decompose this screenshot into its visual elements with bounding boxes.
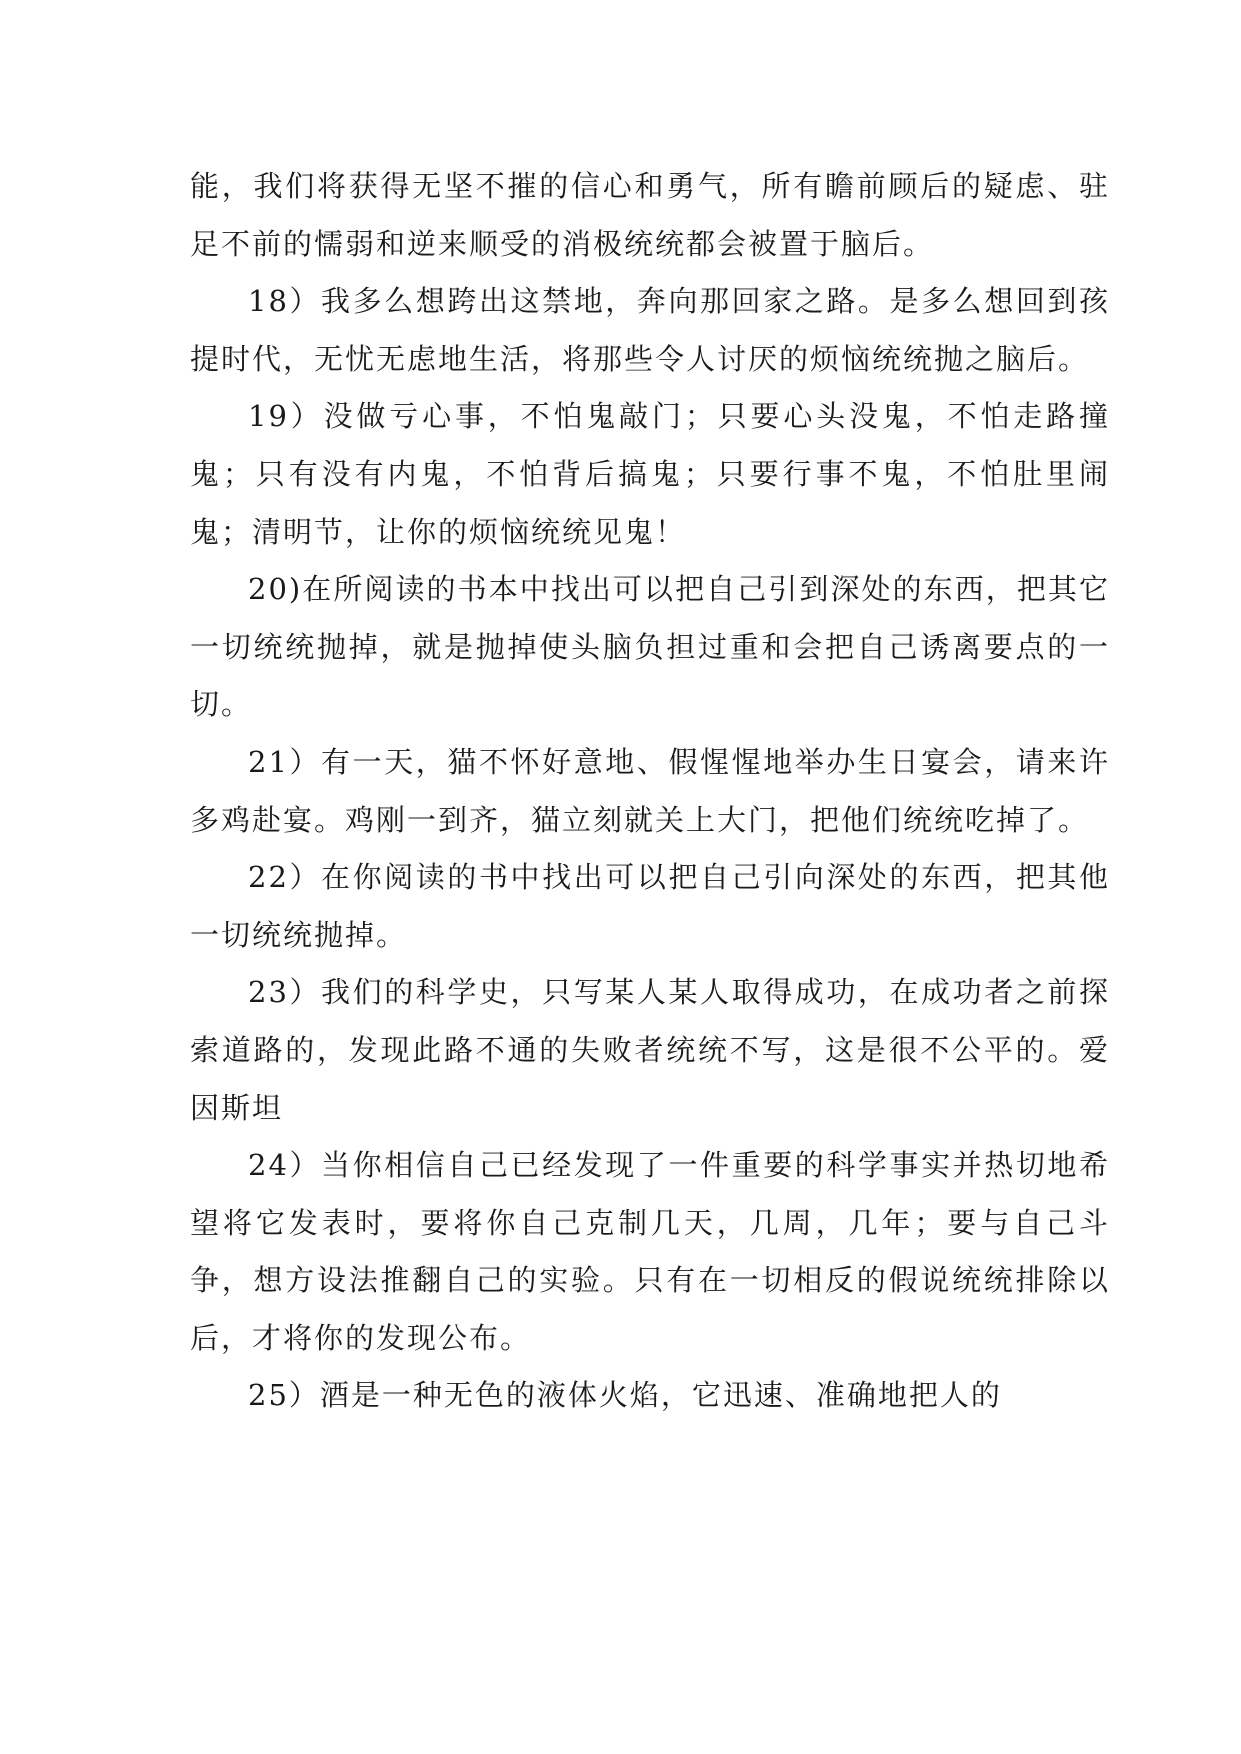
paragraph-21: 21）有一天，猫不怀好意地、假惺惺地举办生日宴会，请来许多鸡赴宴。鸡刚一到齐，猫立刻就关上大门，把他们统统吃掉了。 xyxy=(190,744,1110,837)
paragraph-18: 18）我多么想跨出这禁地，奔向那回家之路。是多么想回到孩提时代，无忧无虑地生活，将那些令人讨厌的烦恼统统抛之脑后。 xyxy=(190,284,1110,376)
paragraph-24: 24）当你相信自己已经发现了一件重要的科学事实并热切地希望将它发表时，要将你自己克制几天，几周，几年；要与自己斗争，想方设法推翻自己的实验。只有在一切相反的假说统统排除以后，才将你的发现公布。 xyxy=(190,1148,1110,1355)
paragraph-19: 19）没做亏心事，不怕鬼敲门；只要心头没鬼，不怕走路撞鬼；只有没有内鬼，不怕背后搞鬼；只要行事不鬼，不怕肚里闹鬼；清明节，让你的烦恼统统见鬼！ xyxy=(190,399,1110,549)
paragraph-23: 23）我们的科学史，只写某人某人取得成功，在成功者之前探索道路的，发现此路不通的失败者统统不写，这是很不公平的。爱因斯坦 xyxy=(190,975,1110,1125)
body-text xyxy=(190,158,1110,1425)
paragraph-20: 20)在所阅读的书本中找出可以把自己引到深处的东西，把其它一切统统抛掉，就是抛掉使头脑负担过重和会把自己诱离要点的一切。 xyxy=(190,572,1110,722)
paragraph-22: 22）在你阅读的书中找出可以把自己引向深处的东西，把其他一切统统抛掉。 xyxy=(190,860,1110,952)
paragraph-continuation: 能，我们将获得无坚不摧的信心和勇气，所有瞻前顾后的疑虑、驻足不前的懦弱和逆来顺受的消极统统都会被置于脑后。 xyxy=(190,169,1110,261)
paragraph-25: 25）酒是一种无色的液体火焰，它迅速、准确地把人的 xyxy=(248,1378,1002,1413)
